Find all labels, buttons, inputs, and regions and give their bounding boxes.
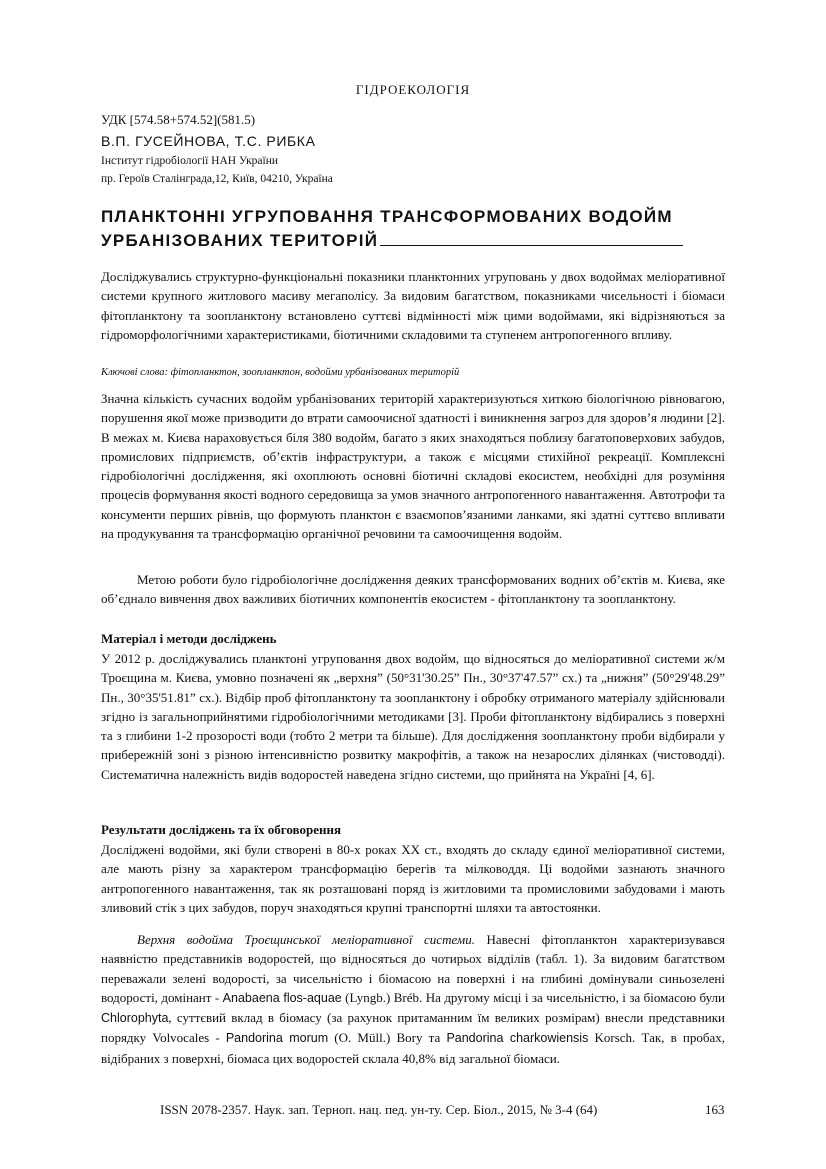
paper-title [101,205,741,253]
intro-paragraph-1: Значна кількість сучасних водойм урбанізованих територій характеризуються хиткою біологічною рівновагою, порушення якої може призводити до втрати самоочисної здатності і виникнення загроз для здоров’я людини [2]. В межах м. Києва нараховується біля 380 водойм, багато з яких знаходяться поблизу багатоповерхових забудов, промислових підприємств, об’єктів інфраструктури, а також є місцями стихійної рекреації. Комплексні гідробіологічні дослідження, які охоплюють основні біотичні складові екосистем, необхідні для розуміння процесів формування якості водного середовища за умов значного антропогенного навантаження. Автотрофи та консументи перших рівнів, що формують планктон є взаємопов’язаними ланками, які здатні суттєво впливати на продукування та трансформацію органічної речовини та самоочищення водойм. [101,391,725,542]
page-number: 163 [705,1102,725,1117]
affiliation-address: пр. Героїв Сталінграда,12, Київ, 04210, Україна [101,173,333,185]
results-paragraph-2-text-e: Korsch. Так, в пробах, відібраних з поверхні, біомаса цих водоростей склала 40,8% від загальної біомаси. [101,1030,725,1066]
species-pandorina-charkowiensis: Pandorina charkowiensis [446,1031,589,1046]
results-heading: Результати досліджень та їх обговорення [101,822,341,837]
section-header: ГІДРОЕКОЛОГІЯ [355,82,471,97]
results-paragraph-2-text-d: (O. Müll.) Bory та [328,1030,447,1046]
title-line-1: ПЛАНКТОННІ УГРУПОВАННЯ ТРАНСФОРМОВАНИХ ВОДОЙМ [101,207,673,226]
abstract: Досліджувались структурно-функціональні показники планктонних угруповань у двох водоймах меліоративної системи крупного житлового масиву мегаполісу. За видовим багатством, показниками чисельності і біомаси фітопланктону та зоопланктону встановлено суттєві відмінності між цими водоймами, які відрізняються за гідроморфологічними характеристиками, біотичними складовими та ступенем антропогенного впливу. [101,269,725,342]
title-underline [380,231,683,246]
taxon-chlorophyta: Chlorophyta [101,1011,169,1026]
journal-citation: ISSN 2078-2357. Наук. зап. Терноп. нац. пед. ун-ту. Сер. Біол., 2015, № 3-4 (64) [160,1102,598,1117]
results-paragraph-2-text-b: (Lyngb.) Bréb. На другому місці і за чисельністю, і за біомасою були [341,989,725,1005]
methods-paragraph: У 2012 р. досліджувались планктоні угруповання двох водойм, що відносяться до меліоративної системи ж/м Троєщина м. Києва, умовно позначені як „верхня” (50°31'30.25” Пн., 30°37'47.57” сх.) та „нижня” (50°29'48.29” Пн., 30°35'51.81” сх.). Відбір проб фітопланктону та зоопланктону і обробку отриманого матеріалу здійснювали згідно із загальноприйнятими гідробіологічними методиками [3]. Проби фітопланктону відбирались з поверхні та з глибини 1-2 прозорості води (тобто 2 метри та більше). Для дослідження зоопланктону проби відбирали у прибережній зоні з різною інтенсивністю розвитку макрофітів, а також на незарослих ділянках (чистоводді). Систематична належність видів водоростей наведена згідно системи, що прийнята на Україні [4, 6]. [101,651,725,782]
results-paragraph-1: Досліджені водойми, які були створені в 80-х роках ХХ ст., входять до складу єдиної меліоративної системи, але мають різну за характером трансформацію берегів та мілководдя. Ці водойми зазнають значного антропогенного навантаження, так як розташовані поряд із житловими та промисловими забудовами і мають зливовий стік з цих забудов, поруч знаходяться крупні транспортні шляхи та автостоянки. [101,842,725,915]
affiliation-institute: Інститут гідробіології НАН України [101,155,279,167]
results-paragraph-2-lead: Верхня водойма Троєщинської меліоративної системи. [137,932,475,947]
authors: В.П. ГУСЕЙНОВА, Т.С. РИБКА [101,133,316,149]
title-line-2-text: УРБАНІЗОВАНИХ ТЕРИТОРІЙ [101,231,379,250]
udc-code: УДК [574.58+574.52](581.5) [101,112,256,127]
species-anabaena: Anabaena flos-aquae [222,990,342,1005]
methods-heading: Матеріал і методи досліджень [101,631,277,646]
results-paragraph-2 [101,930,725,1068]
keywords: Ключові слова: фітопланктон, зоопланктон, водойми урбанізованих територій [101,367,460,378]
results-paragraph-2-text-c: , суттєвий вклад в біомасу (за рахунок притаманним їм великих розмірам) внесли представники порядку Volvocales - [101,1010,725,1046]
species-pandorina-morum: Pandorina morum [225,1031,329,1046]
title-line-2 [101,229,741,253]
results-paragraph-2-text-a: Навесні фітопланктон характеризувався наявністю представників водоростей, що відносяться до чотирьох відділів (табл. 1). За видовим багатством переважали зелені водорості, за чисельністю і біомасою на поверхні і на глибині домінували синьозелені водорості, домінант - [101,932,725,1005]
intro-paragraph-2: Метою роботи було гідробіологічне дослідження деяких трансформованих водних об’єктів м. Києва, яке об’єднало вивчення двох важливих біотичних компонентів екосистем - фітопланктону та зоопланктону. [101,572,725,607]
